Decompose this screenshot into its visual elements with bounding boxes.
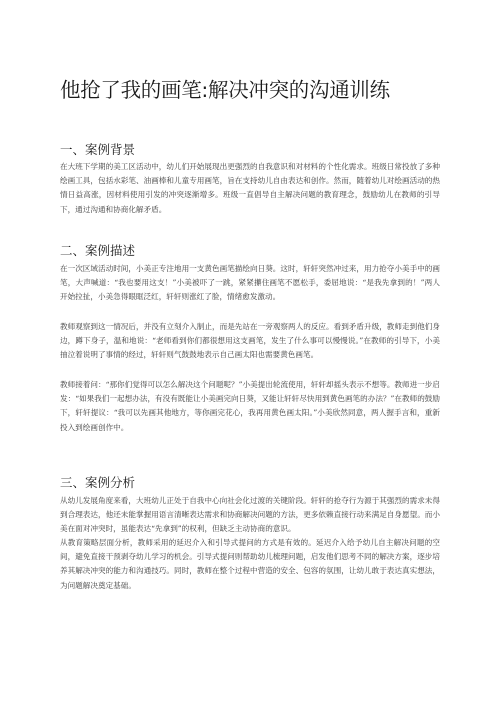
description-paragraph-3: 教师接着问：“那你们觉得可以怎么解决这个问题呢？”小美提出轮流使用，轩轩却摇头表示不想等。教师进一步启发：“如果我们一起想办法，有没有既能让小美画完向日葵，又能让轩轩尽快用到黄色画笔的办法？”在教师的鼓励下，轩轩提议：“我可以先画其他地方，等你画完花心，我再用黄色画太阳。”小美欣然同意，两人握手言和，重新投入到绘画创作中。 bbox=[60, 380, 440, 432]
description-paragraph-2: 教师观察到这一情况后，并没有立刻介入制止，而是先站在一旁观察两人的反应。看到矛盾升级，教师走到他们身边，蹲下身子，温和地说：“老师看到你们都很想用这支画笔，发生了什么事可以慢慢说。”在教师的引导下，小美抽泣着说明了事情的经过，轩轩则气鼓鼓地表示自己画太阳也需要黄色画笔。 bbox=[60, 322, 440, 360]
section-heading-background: 一、案例背景 bbox=[60, 142, 136, 157]
section-heading-analysis: 三、案例分析 bbox=[60, 475, 136, 490]
background-paragraph: 在大班下学期的美工区活动中，幼儿们开始展现出更强烈的自我意识和对材料的个性化需求。班级日常投放了多种绘画工具，包括水彩笔、油画棒和儿童专用画笔，旨在支持幼儿自由表达和创作。然而，随着幼儿对绘画活动的热情日益高涨，因材料使用引发的冲突逐渐增多。班级一直倡导自主解决问题的教育理念，鼓励幼儿在教师的引导下，通过沟通和协商化解矛盾。 bbox=[60, 162, 440, 214]
analysis-paragraph-2: 从教育策略层面分析，教师采用的延迟介入和引导式提问的方式是有效的。延迟介入给予幼儿自主解决问题的空间，避免直接干预剥夺幼儿学习的机会。引导式提问则帮助幼儿梳理问题，启发他们思考不同的解决方案，逐步培养其解决冲突的能力和沟通技巧。同时，教师在整个过程中营造的安全、包容的氛围，让幼儿敢于表达真实想法，为问题解决奠定基础。 bbox=[60, 538, 440, 590]
description-paragraph-1: 在一次区域活动时间，小美正专注地用一支黄色画笔描绘向日葵。这时，轩轩突然冲过来，用力抢夺小美手中的画笔，大声喊道：“我也要用这支！”小美被吓了一跳，紧紧攥住画笔不愿松手，委屈地说：“是我先拿到的！”两人开始拉扯，小美急得眼眶泛红，轩轩则涨红了脸，情绪愈发激动。 bbox=[60, 264, 440, 302]
analysis-paragraph-1: 从幼儿发展角度来看，大班幼儿正处于自我中心向社会化过渡的关键阶段。轩轩的抢夺行为源于其强烈的需求未得到合理表达，他还未能掌握用语言清晰表达需求和协商解决问题的方法，更多依赖直接行动来满足自身愿望。而小美在面对冲突时，虽能表达“先拿到”的权利，但缺乏主动协商的意识。 bbox=[60, 496, 440, 534]
page-title: 他抢了我的画笔:解决冲突的沟通训练 bbox=[60, 78, 390, 102]
section-heading-description: 二、案例描述 bbox=[60, 243, 136, 258]
